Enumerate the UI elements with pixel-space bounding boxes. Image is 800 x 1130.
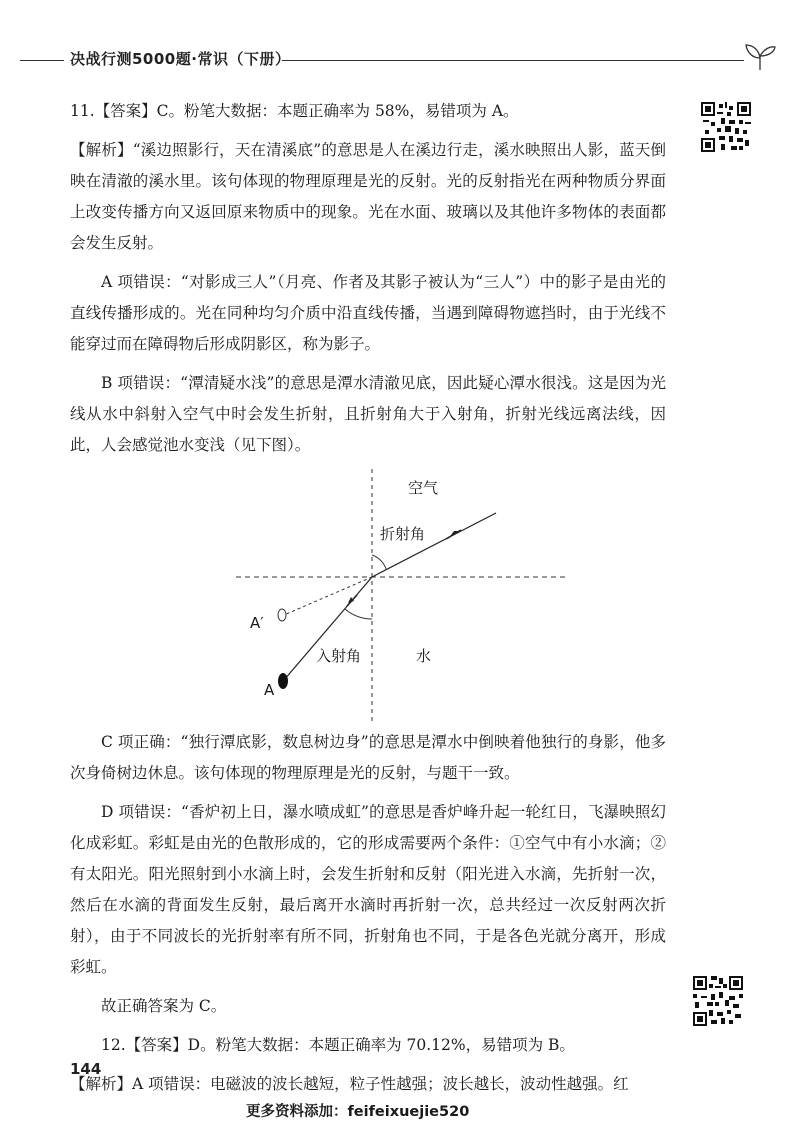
object-a (278, 673, 288, 689)
header-rule-right (282, 60, 744, 61)
sprout-icon (742, 42, 778, 72)
water-label: 水 (416, 647, 432, 665)
refraction-diagram (70, 469, 666, 721)
page-content (70, 96, 666, 1108)
qr-code-icon[interactable] (701, 102, 751, 152)
q11-conclusion: 故正确答案为 C。 (101, 997, 227, 1015)
refraction-angle-label: 折射角 (380, 525, 426, 543)
q11-option-a: A 项错误：“对影成三人”（月亮、作者及其影子被认为“三人”）中的影子是由光的直线传播形成的。光在同种均匀介质中沿直线传播，当遇到障碍物遮挡时，由于光线不能穿过而在障碍物后形成阴影区，称为影子。 (70, 273, 666, 353)
a-label: A (264, 681, 275, 699)
a-prime-label: A′ (250, 614, 264, 632)
incidence-angle-arc (345, 609, 372, 619)
q11-option-d: D 项错误：“香炉初上日，瀑水喷成虹”的意思是香炉峰升起一轮红日，飞瀑映照幻化成彩虹。彩虹是由光的色散形成的，它的形成需要两个条件：①空气中有小水滴；②有太阳光。阳光照射到小水滴上时，会发生折射和反射（阳光进入水滴，先折射一次，然后在水滴的背面发生反射，最后离开水滴时再折射一次，总共经过一次反射两次折射），由于不同波长的光折射率有所不同，折射角也不同，于是各色光就分离开，形成彩虹。 (70, 803, 666, 976)
refraction-angle-arc (372, 555, 386, 569)
q12-analysis: 【解析】A 项错误：电磁波的波长越短，粒子性越强；波长越长，波动性越强。红 (70, 1075, 629, 1093)
q11-option-b: B 项错误：“潭清疑水浅”的意思是潭水清澈见底，因此疑心潭水很浅。这是因为光线从水中斜射入空气中时会发生折射，且折射角大于入射角，折射光线远离法线，因此，人会感觉池水变浅（见下图）。 (70, 374, 666, 454)
virtual-image-a-prime (278, 609, 286, 621)
q11-answer: 11.【答案】C。粉笔大数据：本题正确率为 58%，易错项为 A。 (70, 102, 519, 120)
q11-option-c: C 项正确：“独行潭底影，数息树边身”的意思是潭水中倒映着他独行的身影，他多次身倚树边休息。该句体现的物理原理是光的反射，与题干一致。 (70, 733, 666, 782)
page-number: 144 (70, 1060, 102, 1078)
qr-code-icon[interactable] (693, 976, 743, 1026)
incidence-angle-label: 入射角 (316, 647, 362, 665)
virtual-ray (284, 577, 372, 615)
footer-note: 更多资料添加：feifeixuejie520 (246, 1104, 470, 1120)
q11-analysis: 【解析】“溪边照影行，天在清溪底”的意思是人在溪边行走，溪水映照出人影，蓝天倒映在清澈的溪水里。该句体现的物理原理是光的反射。光的反射指光在两种物质分界面上改变传播方向又返回原来物质中的现象。光在水面、玻璃以及其他许多物体的表面都会发生反射。 (70, 141, 666, 252)
header-rule-left (20, 60, 64, 61)
air-label: 空气 (408, 479, 439, 497)
book-title: 决战行测5000题·常识（下册） (70, 50, 291, 68)
q12-answer: 12.【答案】D。粉笔大数据：本题正确率为 70.12%，易错项为 B。 (101, 1036, 575, 1054)
running-header (20, 42, 780, 76)
